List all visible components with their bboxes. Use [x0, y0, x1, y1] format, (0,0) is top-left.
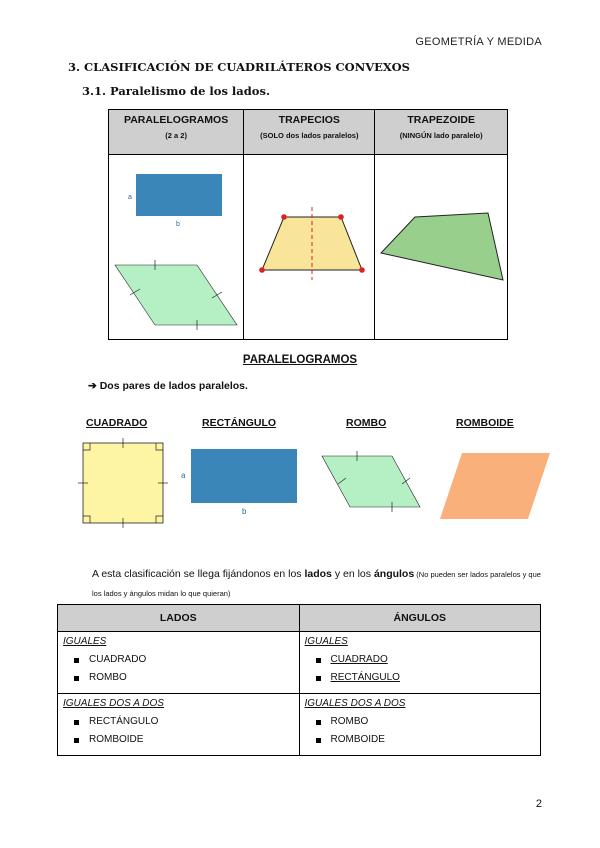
vertex-dot [359, 267, 365, 273]
page-header: GEOMETRÍA Y MEDIDA [415, 36, 542, 48]
classification-paragraph [92, 565, 542, 603]
header-trapezoide [375, 110, 508, 155]
category-label: IGUALES DOS A DOS [304, 698, 406, 709]
label-cuadrado: CUADRADO [86, 417, 148, 429]
cell-paralelogramos [109, 155, 244, 340]
header-title: TRAPEZOIDE [407, 114, 475, 126]
header-trapecios [244, 110, 375, 155]
page-number: 2 [535, 798, 542, 810]
section-subtitle: 3.1. Paralelismo de los lados. [82, 84, 270, 98]
shape-list [63, 651, 294, 687]
list-item: RECTÁNGULO [89, 713, 294, 731]
list-item: ROMBO [331, 713, 536, 731]
trapezoide-figure [375, 155, 509, 339]
para-text: A esta clasificación se llega fijándonos en los [92, 568, 305, 580]
list-item: ROMBO [89, 669, 294, 687]
square-shape [83, 443, 163, 523]
category-label: IGUALES [304, 636, 348, 647]
list-item: RECTÁNGULO [331, 669, 536, 687]
sides-angles-table [57, 604, 541, 756]
label-rectangulo: RECTÁNGULO [202, 417, 277, 429]
header-sub: (2 a 2) [165, 131, 187, 140]
paralelogramos-shapes [70, 435, 560, 530]
list-item: CUADRADO [89, 651, 294, 669]
paralelogramos-figures [109, 155, 242, 339]
vertex-dot [281, 214, 287, 220]
shape-list [63, 713, 294, 749]
cell-trapecios [244, 155, 375, 340]
cell-trapezoide [375, 155, 508, 340]
paralelogramos-bullet: ➔ Dos pares de lados paralelos. [88, 380, 248, 392]
rect-label-a: a [181, 471, 186, 480]
category-label: IGUALES DOS A DOS [63, 698, 164, 709]
rectangle-shape [136, 174, 222, 216]
header-lados: LADOS [58, 605, 300, 632]
shape-list [305, 651, 536, 687]
category-label: IGUALES [63, 636, 107, 647]
cell-angulos-iguales [299, 632, 541, 694]
label-rombo: ROMBO [346, 417, 387, 429]
header-title: TRAPECIOS [278, 114, 340, 126]
trapecio-figure [244, 155, 377, 339]
para-note: (No pueden ser lados paralelos y que los lados y ángulos midan lo que quieran) [92, 570, 541, 598]
label-romboide: ROMBOIDE [456, 417, 514, 429]
rectangle-shape [191, 449, 297, 503]
paralelogramos-title: PARALELOGRAMOS [242, 354, 358, 366]
header-title: PARALELOGRAMOS [124, 114, 229, 126]
para-bold-lados: lados [304, 568, 332, 580]
para-text: y en los [331, 568, 374, 580]
parallelism-table [108, 109, 508, 340]
section-title: 3. CLASIFICACIÓN DE CUADRILÁTEROS CONVEXOS [68, 60, 410, 74]
cell-angulos-dos-a-dos [299, 694, 541, 756]
list-item: ROMBOIDE [331, 731, 536, 749]
header-sub: (SOLO dos lados paralelos) [260, 131, 359, 140]
rect-label-b: b [242, 507, 247, 516]
header-paralelogramos [109, 110, 244, 155]
trapezoid-irregular-shape [381, 213, 503, 280]
header-sub: (NINGÚN lado paralelo) [399, 131, 483, 140]
vertex-dot [259, 267, 265, 273]
rect-label-a: a [128, 194, 132, 201]
shape-list [305, 713, 536, 749]
cell-lados-iguales [58, 632, 300, 694]
list-item: CUADRADO [331, 651, 536, 669]
rhomboid-shape [115, 265, 237, 325]
vertex-dot [338, 214, 344, 220]
rect-label-b: b [176, 221, 180, 228]
cell-lados-dos-a-dos [58, 694, 300, 756]
header-angulos: ÁNGULOS [299, 605, 541, 632]
para-bold-angulos: ángulos [373, 568, 415, 580]
list-item: ROMBOIDE [89, 731, 294, 749]
rhomboid-shape [440, 453, 550, 519]
